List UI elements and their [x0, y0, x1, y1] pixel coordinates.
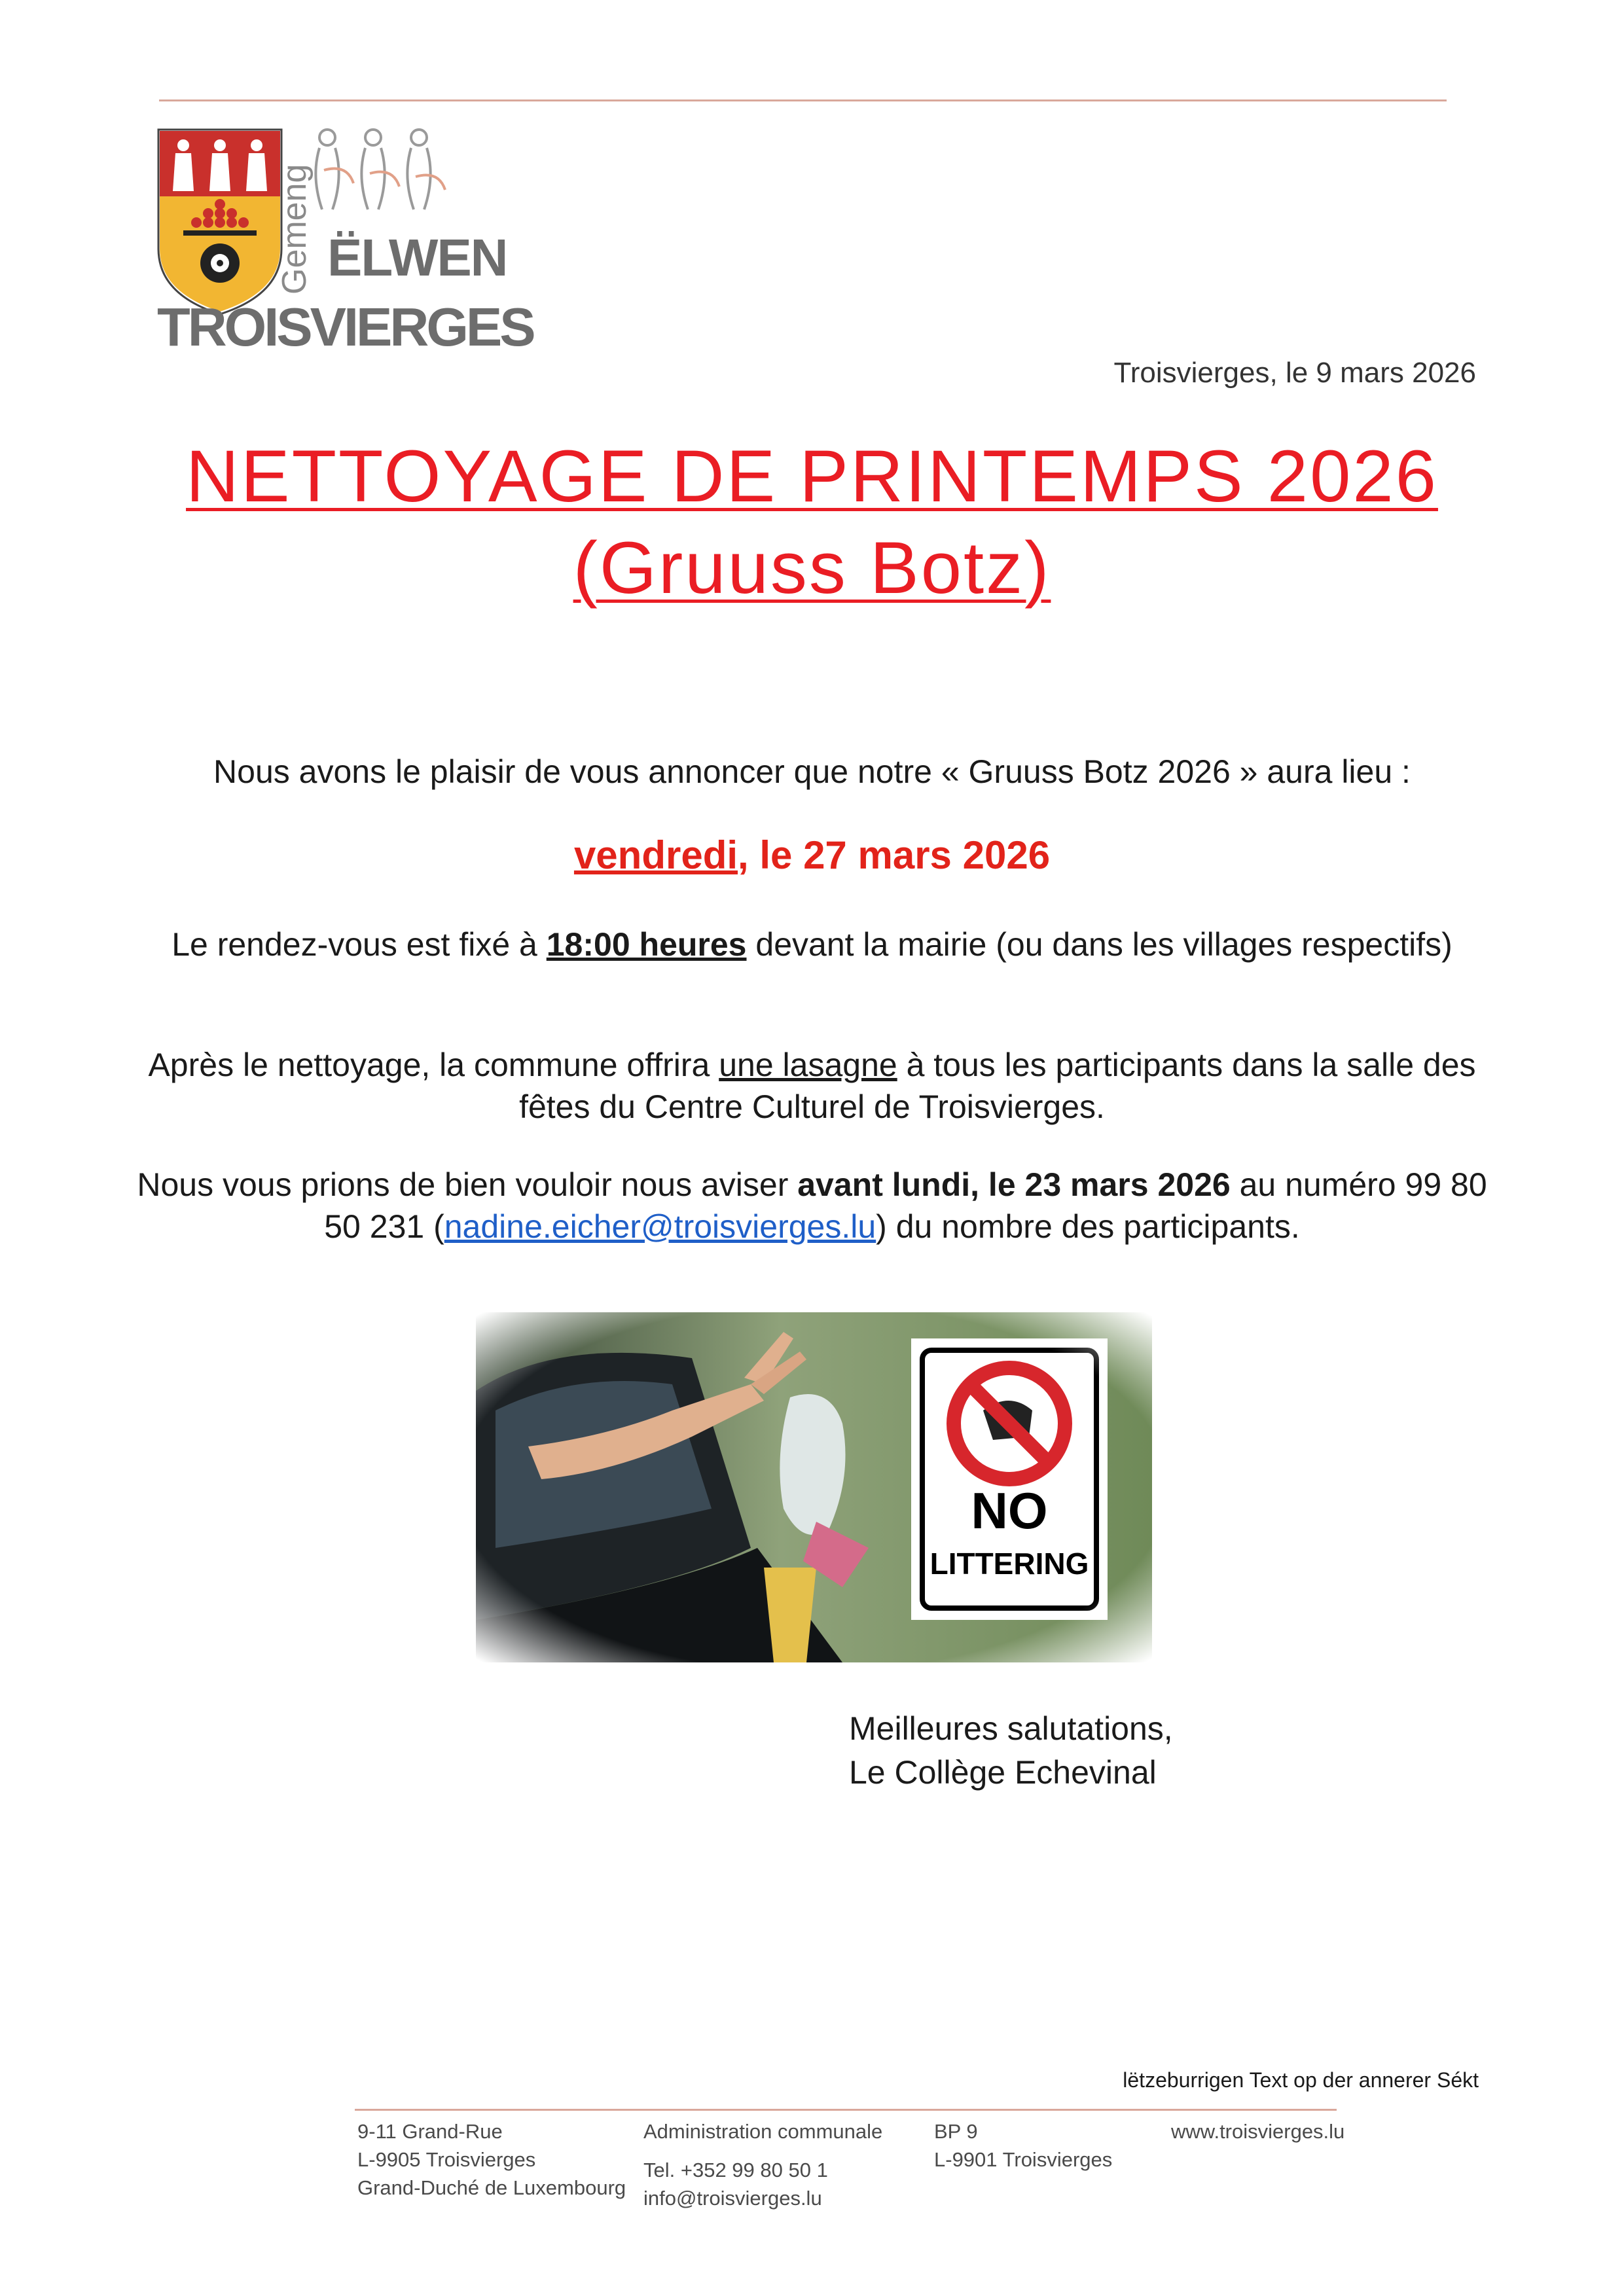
footer-address-line: Grand-Duché de Luxembourg [357, 2176, 626, 2199]
closing-signature: Le Collège Echevinal [849, 1754, 1157, 1791]
footer-postbox [934, 2117, 1112, 2174]
page-title: NETTOYAGE DE PRINTEMPS 2026 [186, 435, 1438, 517]
footer-address-line: 9-11 Grand-Rue [357, 2120, 503, 2143]
rdv-text-pre: Le rendez-vous est fixé à [171, 926, 547, 963]
notify-text-mid: au numéro 99 80 50 231 ( [324, 1166, 1487, 1245]
intro-paragraph: Nous avons le plaisir de vous annoncer que notre « Gruuss Botz 2026 » aura lieu : [213, 753, 1411, 790]
notify-deadline: avant lundi, le 23 mars 2026 [797, 1166, 1231, 1203]
meal-offer: une lasagne [719, 1047, 897, 1083]
footer-rule [355, 2109, 1337, 2111]
logo-word-troisvierges: TROISVIERGES [157, 296, 533, 357]
logo-word-gemeng: Gemeng [276, 164, 314, 295]
footer-admin-email[interactable]: info@troisvierges.lu [643, 2187, 822, 2210]
page-subtitle: (Gruuss Botz) [573, 527, 1051, 609]
event-date-rest: , le 27 mars 2026 [738, 833, 1051, 877]
footer-bp-line: BP 9 [934, 2120, 978, 2143]
notify-text-post: ) du nombre des participants. [876, 1208, 1300, 1245]
after-text-post: à tous les participants dans la salle des fêtes du Centre Culturel de Troisvierges. [519, 1047, 1476, 1125]
header-rule [159, 99, 1447, 101]
notify-text-pre: Nous vous prions de bien vouloir nous aviser [137, 1166, 798, 1203]
logo-word-elwen: ËLWEN [327, 228, 507, 287]
footer-website-link[interactable]: www.troisvierges.lu [1171, 2120, 1345, 2143]
luxembourgish-note: lëtzeburrigen Text op der annerer Sékt [1123, 2068, 1479, 2092]
registration-paragraph [131, 1164, 1493, 1247]
footer-admin-tel: Tel. +352 99 80 50 1 [643, 2159, 828, 2181]
no-littering-photo [476, 1312, 1152, 1662]
rdv-text-post: devant la mairie (ou dans les villages respectifs) [746, 926, 1453, 963]
event-day: vendredi [573, 833, 738, 877]
footer-bp-line: L-9901 Troisvierges [934, 2148, 1113, 2171]
footer-address-line: L-9905 Troisvierges [357, 2148, 536, 2171]
after-text-pre: Après le nettoyage, la commune offrira [148, 1047, 719, 1083]
event-date [131, 834, 1493, 876]
footer-administration [643, 2117, 882, 2212]
closing-salutation: Meilleures salutations, [849, 1710, 1173, 1747]
contact-email-link[interactable]: nadine.eicher@troisvierges.lu [444, 1208, 876, 1245]
footer-address [357, 2117, 626, 2202]
rdv-time: 18:00 heures [546, 926, 747, 963]
rendezvous-paragraph [131, 924, 1493, 965]
letter-date: Troisvierges, le 9 mars 2026 [1113, 357, 1476, 389]
after-cleaning-paragraph [131, 1044, 1493, 1128]
footer-admin-title: Administration communale [643, 2120, 883, 2143]
